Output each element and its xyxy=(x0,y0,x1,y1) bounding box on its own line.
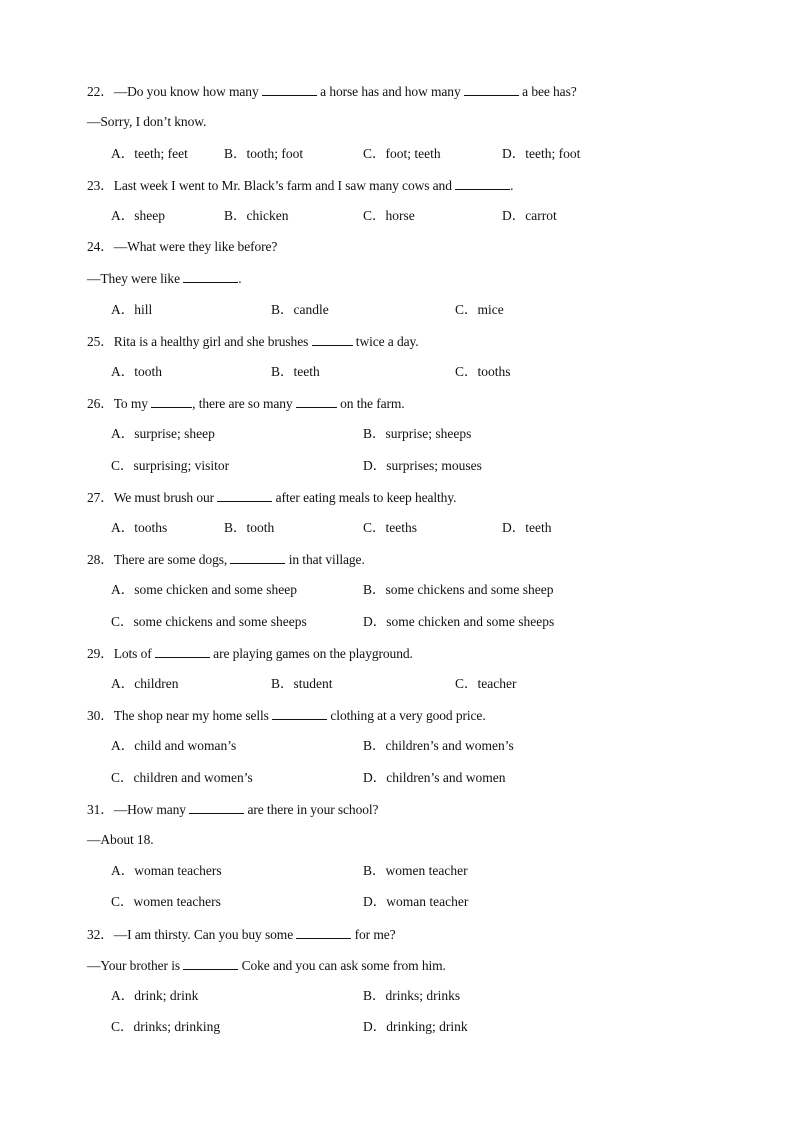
option-d[interactable]: D．children’s and women xyxy=(363,770,506,785)
answer-blank xyxy=(183,270,238,283)
option-b[interactable]: B．drinks; drinks xyxy=(363,988,461,1003)
question-27-stem: 27．We must brush our after eating meals to keep healthy. xyxy=(87,490,457,505)
option-a[interactable]: A．sheep xyxy=(111,208,165,223)
option-d[interactable]: D．woman teacher xyxy=(363,894,469,909)
option-a[interactable]: A．woman teachers xyxy=(111,863,222,878)
option-c[interactable]: C．teacher xyxy=(455,676,517,691)
option-d[interactable]: D．drinking; drink xyxy=(363,1019,468,1034)
question-26-stem: 26．To my , there are so many on the farm. xyxy=(87,396,405,411)
option-b[interactable]: B．teeth xyxy=(271,364,320,379)
option-b[interactable]: B．tooth; foot xyxy=(224,146,304,161)
question-31-stem: 31．—How many are there in your school? xyxy=(87,802,379,817)
question-22-reply: —Sorry, I don’t know. xyxy=(87,114,207,129)
answer-blank xyxy=(230,551,285,564)
option-a[interactable]: A．tooth xyxy=(111,364,163,379)
answer-blank xyxy=(155,645,210,658)
option-c[interactable]: C．horse xyxy=(363,208,415,223)
option-b[interactable]: B．women teacher xyxy=(363,863,468,878)
question-24-reply: —They were like . xyxy=(87,271,242,286)
question-31-reply: —About 18. xyxy=(87,832,154,847)
option-c[interactable]: C．foot; teeth xyxy=(363,146,441,161)
option-a[interactable]: A．teeth; feet xyxy=(111,146,188,161)
option-d[interactable]: D．surprises; mouses xyxy=(363,458,482,473)
option-b[interactable]: B．children’s and women’s xyxy=(363,738,514,753)
answer-blank xyxy=(296,926,351,939)
option-d[interactable]: D．carrot xyxy=(502,208,557,223)
question-32-reply: —Your brother is Coke and you can ask some from him. xyxy=(87,958,446,973)
answer-blank xyxy=(262,83,317,96)
option-b[interactable]: B．tooth xyxy=(224,520,275,535)
option-c[interactable]: C．drinks; drinking xyxy=(111,1019,221,1034)
option-c[interactable]: C．surprising; visitor xyxy=(111,458,230,473)
answer-blank xyxy=(464,83,519,96)
answer-blank xyxy=(312,333,353,346)
option-c[interactable]: C．mice xyxy=(455,302,504,317)
answer-blank xyxy=(151,395,192,408)
answer-blank xyxy=(217,489,272,502)
option-c[interactable]: C．children and women’s xyxy=(111,770,253,785)
answer-blank xyxy=(189,801,244,814)
option-b[interactable]: B．some chickens and some sheep xyxy=(363,582,554,597)
option-c[interactable]: C．teeths xyxy=(363,520,417,535)
option-a[interactable]: A．child and woman’s xyxy=(111,738,237,753)
option-d[interactable]: D．teeth; foot xyxy=(502,146,581,161)
question-28-stem: 28．There are some dogs, in that village. xyxy=(87,552,365,567)
question-24-stem: 24．—What were they like before? xyxy=(87,239,278,254)
option-c[interactable]: C．some chickens and some sheeps xyxy=(111,614,307,629)
question-29-stem: 29．Lots of are playing games on the playground. xyxy=(87,646,413,661)
option-b[interactable]: B．surprise; sheeps xyxy=(363,426,472,441)
option-b[interactable]: B．chicken xyxy=(224,208,289,223)
option-a[interactable]: A．children xyxy=(111,676,179,691)
question-32-stem: 32．—I am thirsty. Can you buy some for me? xyxy=(87,927,396,942)
option-c[interactable]: C．tooths xyxy=(455,364,511,379)
option-a[interactable]: A．some chicken and some sheep xyxy=(111,582,297,597)
option-d[interactable]: D．teeth xyxy=(502,520,552,535)
question-22-stem: 22．—Do you know how many a horse has and how many a bee has? xyxy=(87,84,577,99)
question-25-stem: 25．Rita is a healthy girl and she brushes twice a day. xyxy=(87,334,419,349)
option-a[interactable]: A．tooths xyxy=(111,520,168,535)
option-a[interactable]: A．hill xyxy=(111,302,153,317)
option-b[interactable]: B．candle xyxy=(271,302,329,317)
option-b[interactable]: B．student xyxy=(271,676,333,691)
option-a[interactable]: A．surprise; sheep xyxy=(111,426,215,441)
answer-blank xyxy=(455,177,510,190)
answer-blank xyxy=(183,957,238,970)
question-23-stem: 23．Last week I went to Mr. Black’s farm and I saw many cows and . xyxy=(87,178,514,193)
answer-blank xyxy=(272,707,327,720)
option-c[interactable]: C．women teachers xyxy=(111,894,221,909)
option-a[interactable]: A．drink; drink xyxy=(111,988,199,1003)
option-d[interactable]: D．some chicken and some sheeps xyxy=(363,614,555,629)
answer-blank xyxy=(296,395,337,408)
question-30-stem: 30．The shop near my home sells clothing at a very good price. xyxy=(87,708,486,723)
